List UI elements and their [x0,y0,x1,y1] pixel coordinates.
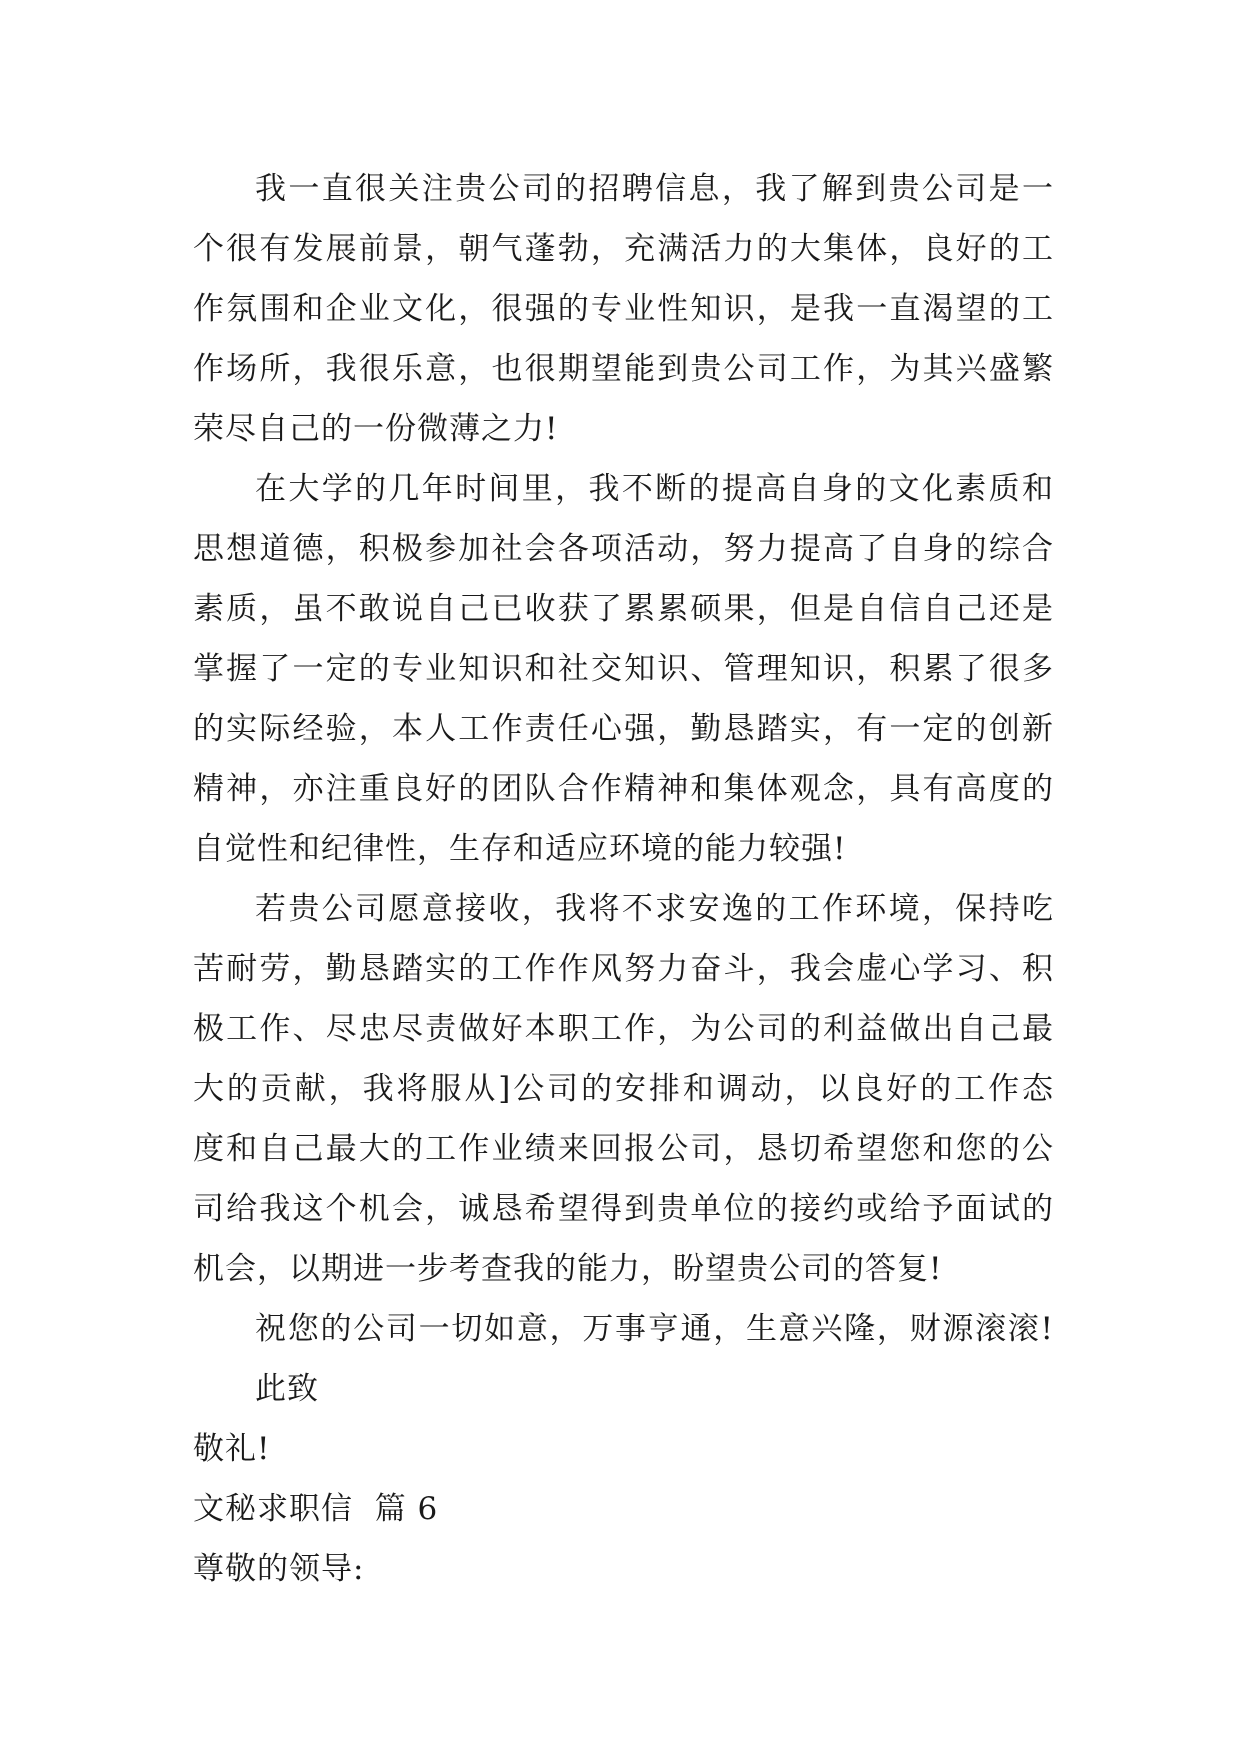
salute-line: 敬礼! [193,1431,271,1467]
paragraph-1-line-4: 作场所，我很乐意，也很期望能到贵公司工作，为其兴盛繁 [193,351,1053,387]
paragraph-3-line-1: 若贵公司愿意接收，我将不求安逸的工作环境，保持吃 [255,891,1053,927]
paragraph-2-line-2: 思想道德，积极参加社会各项活动，努力提高了自身的综合 [193,531,1053,567]
paragraph-3-line-3: 极工作、尽忠尽责做好本职工作，为公司的利益做出自己最 [193,1011,1053,1047]
paragraph-2-line-1: 在大学的几年时间里，我不断的提高自身的文化素质和 [255,471,1053,507]
section-title: 文秘求职信 篇 6 [193,1491,439,1527]
paragraph-2-line-6: 精神，亦注重良好的团队合作精神和集体观念，具有高度的 [193,771,1053,807]
wishes-line: 祝您的公司一切如意，万事亨通，生意兴隆，财源滚滚! [255,1311,1053,1347]
paragraph-3-line-6: 司给我这个机会，诚恳希望得到贵单位的接约或给予面试的 [193,1191,1053,1227]
paragraph-3-line-2: 苦耐劳，勤恳踏实的工作作风努力奋斗，我会虚心学习、积 [193,951,1053,987]
paragraph-1-line-3: 作氛围和企业文化，很强的专业性知识，是我一直渴望的工 [193,291,1053,327]
paragraph-3-line-5: 度和自己最大的工作业绩来回报公司，恳切希望您和您的公 [193,1131,1053,1167]
paragraph-3-line-7: 机会，以期进一步考查我的能力，盼望贵公司的答复! [193,1251,943,1287]
paragraph-1-line-1: 我一直很关注贵公司的招聘信息，我了解到贵公司是一 [255,171,1053,207]
paragraph-2-line-7: 自觉性和纪律性，生存和适应环境的能力较强! [193,831,847,867]
paragraph-2-line-5: 的实际经验，本人工作责任心强，勤恳踏实，有一定的创新 [193,711,1053,747]
paragraph-1-line-5: 荣尽自己的一份微薄之力! [193,411,559,447]
paragraph-3-line-4: 大的贡献，我将服从]公司的安排和调动，以良好的工作态 [193,1071,1053,1107]
paragraph-2-line-3: 素质，虽不敢说自己已收获了累累硕果，但是自信自己还是 [193,591,1053,627]
greeting-line: 尊敬的领导: [193,1551,365,1587]
paragraph-2-line-4: 掌握了一定的专业知识和社交知识、管理知识，积累了很多 [193,651,1053,687]
closing-line: 此致 [255,1371,319,1407]
paragraph-1-line-2: 个很有发展前景，朝气蓬勃，充满活力的大集体，良好的工 [193,231,1053,267]
letter-body [193,159,1053,1599]
